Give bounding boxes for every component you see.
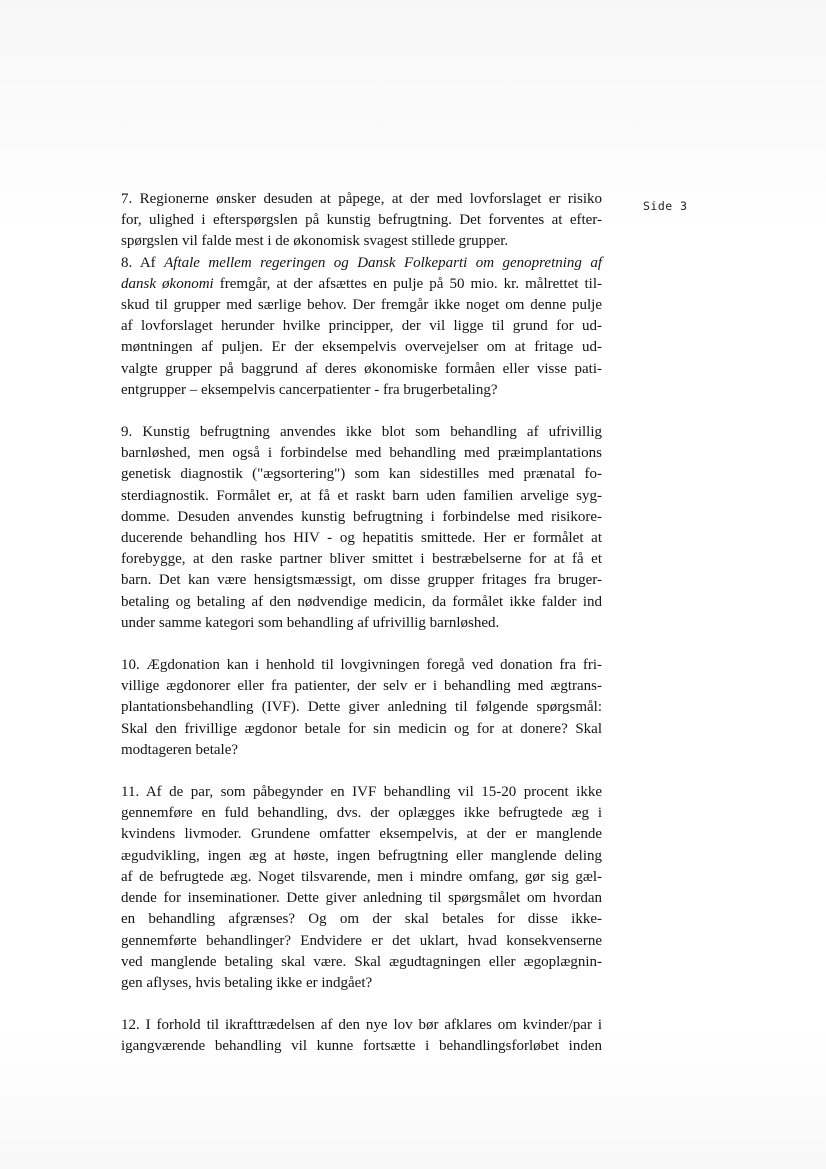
paragraph-10: [121, 655, 602, 761]
text-line: for, ulighed i efterspørgslen på kunstig befrugtning. Det forventes at efter-: [121, 212, 602, 229]
text-line: af de befrugtede æg. Noget tilsvarende, men i mindre omfang, gør sig gæl-: [121, 868, 602, 885]
text-line: [121, 253, 602, 274]
agreement-title-italic: dansk økonomi: [121, 275, 214, 292]
text-line: møntningen af puljen. Er der eksempelvis overvejelser om at fritage ud-: [121, 339, 602, 356]
text-line: spørgslen vil falde mest i de økonomisk svagest stillede grupper.: [121, 233, 509, 250]
text-line: valgte grupper på baggrund af deres økonomiske formåen eller visse pati-: [121, 360, 602, 377]
document-body: [121, 189, 602, 1058]
paragraph-9: [121, 422, 602, 634]
text-line: 7. Regionerne ønsker desuden at påpege, at der med lovforslaget er risiko: [121, 191, 602, 207]
text-line: forebygge, at den raske partner bliver smittet i bestræbelserne for at få et: [121, 551, 602, 568]
text-line: modtageren betale?: [121, 741, 239, 758]
text-line: domme. Desuden anvendes kunstig befrugtning i forbindelse med risikore-: [121, 508, 602, 525]
text-line: villige ægdonorer eller fra patienter, der selv er i behandling med ægtrans-: [121, 678, 602, 695]
text-line: entgrupper – eksempelvis cancerpatienter - fra brugerbetaling?: [121, 381, 498, 398]
text-line: 9. Kunstig befrugtning anvendes ikke blot som behandling af ufrivillig: [121, 424, 602, 441]
text-line: kvindens livmoder. Grundene omfatter eksempelvis, at der er manglende: [121, 826, 602, 843]
text-line: ægudvikling, ingen æg at høste, ingen befrugtning eller manglende deling: [121, 847, 602, 864]
text-line: [121, 274, 602, 295]
text-line: 11. Af de par, som påbegynder en IVF behandling vil 15-20 procent ikke: [121, 784, 602, 801]
text-line: betaling og betaling af den nødvendige medicin, da formålet ikke falder ind: [121, 593, 602, 610]
paragraph-11: [121, 782, 602, 994]
text-line: sterdiagnostik. Formålet er, at få et raskt barn uden familien arvelige syg-: [121, 487, 602, 504]
text-segment: 8. Af: [121, 254, 165, 271]
text-line: plantationsbehandling (IVF). Dette giver anledning til følgende spørgsmål:: [121, 699, 602, 716]
agreement-title-italic: Aftale mellem regeringen og Dansk Folkeparti om genopretning af: [164, 254, 602, 271]
text-line: ducerende behandling hos HIV - og hepatitis smittede. Her er formålet at: [121, 530, 602, 547]
text-line: ved manglende betaling skal være. Skal ægudtagningen eller ægoplægnin-: [121, 953, 602, 970]
text-line: gen aflyses, hvis betaling ikke er indgået?: [121, 974, 373, 991]
text-line: barnløshed, men også i forbindelse med behandling med præimplantations: [121, 445, 602, 462]
text-line: barn. Det kan være hensigtsmæssigt, om disse grupper fritages fra bruger-: [121, 572, 602, 589]
paragraph-8: [121, 253, 602, 401]
text-line: gennemføre en fuld behandling, dvs. der oplægges ikke befrugtede æg i: [121, 805, 602, 822]
text-line: igangværende behandling vil kunne fortsætte i behandlingsforløbet inden: [121, 1038, 602, 1055]
text-line: 12. I forhold til ikrafttrædelsen af den nye lov bør afklares om kvinder/par i: [121, 1017, 602, 1034]
text-line: en behandling afgrænses? Og om der skal betales for disse ikke-: [121, 911, 602, 928]
text-line: 10. Ægdonation kan i henhold til lovgivningen foregå ved donation fra fri-: [121, 657, 602, 674]
text-segment: fremgår, at der afsættes en pulje på 50 mio. kr. målrettet til-: [213, 275, 602, 292]
text-line: skud til grupper med særlige behov. Der fremgår ikke noget om denne pulje: [121, 297, 602, 314]
text-line: af lovforslaget herunder hvilke principper, der vil ligge til grund for ud-: [121, 318, 602, 335]
text-line: dende for inseminationer. Dette giver anledning til spørgsmålet om hvordan: [121, 890, 602, 907]
paragraph-7: [121, 189, 602, 253]
text-line: Skal den frivillige ægdonor betale for sin medicin og for at donere? Skal: [121, 720, 602, 737]
page-number-label: Side 3: [643, 199, 688, 213]
text-line: gennemførte behandlinger? Endvidere er det uklart, hvad konsekvenserne: [121, 932, 602, 949]
text-line: genetisk diagnostik ("ægsortering") som kan sidestilles med prænatal fo-: [121, 466, 602, 483]
text-line: under samme kategori som behandling af ufrivillig barnløshed.: [121, 614, 500, 631]
paragraph-12: [121, 1015, 602, 1057]
